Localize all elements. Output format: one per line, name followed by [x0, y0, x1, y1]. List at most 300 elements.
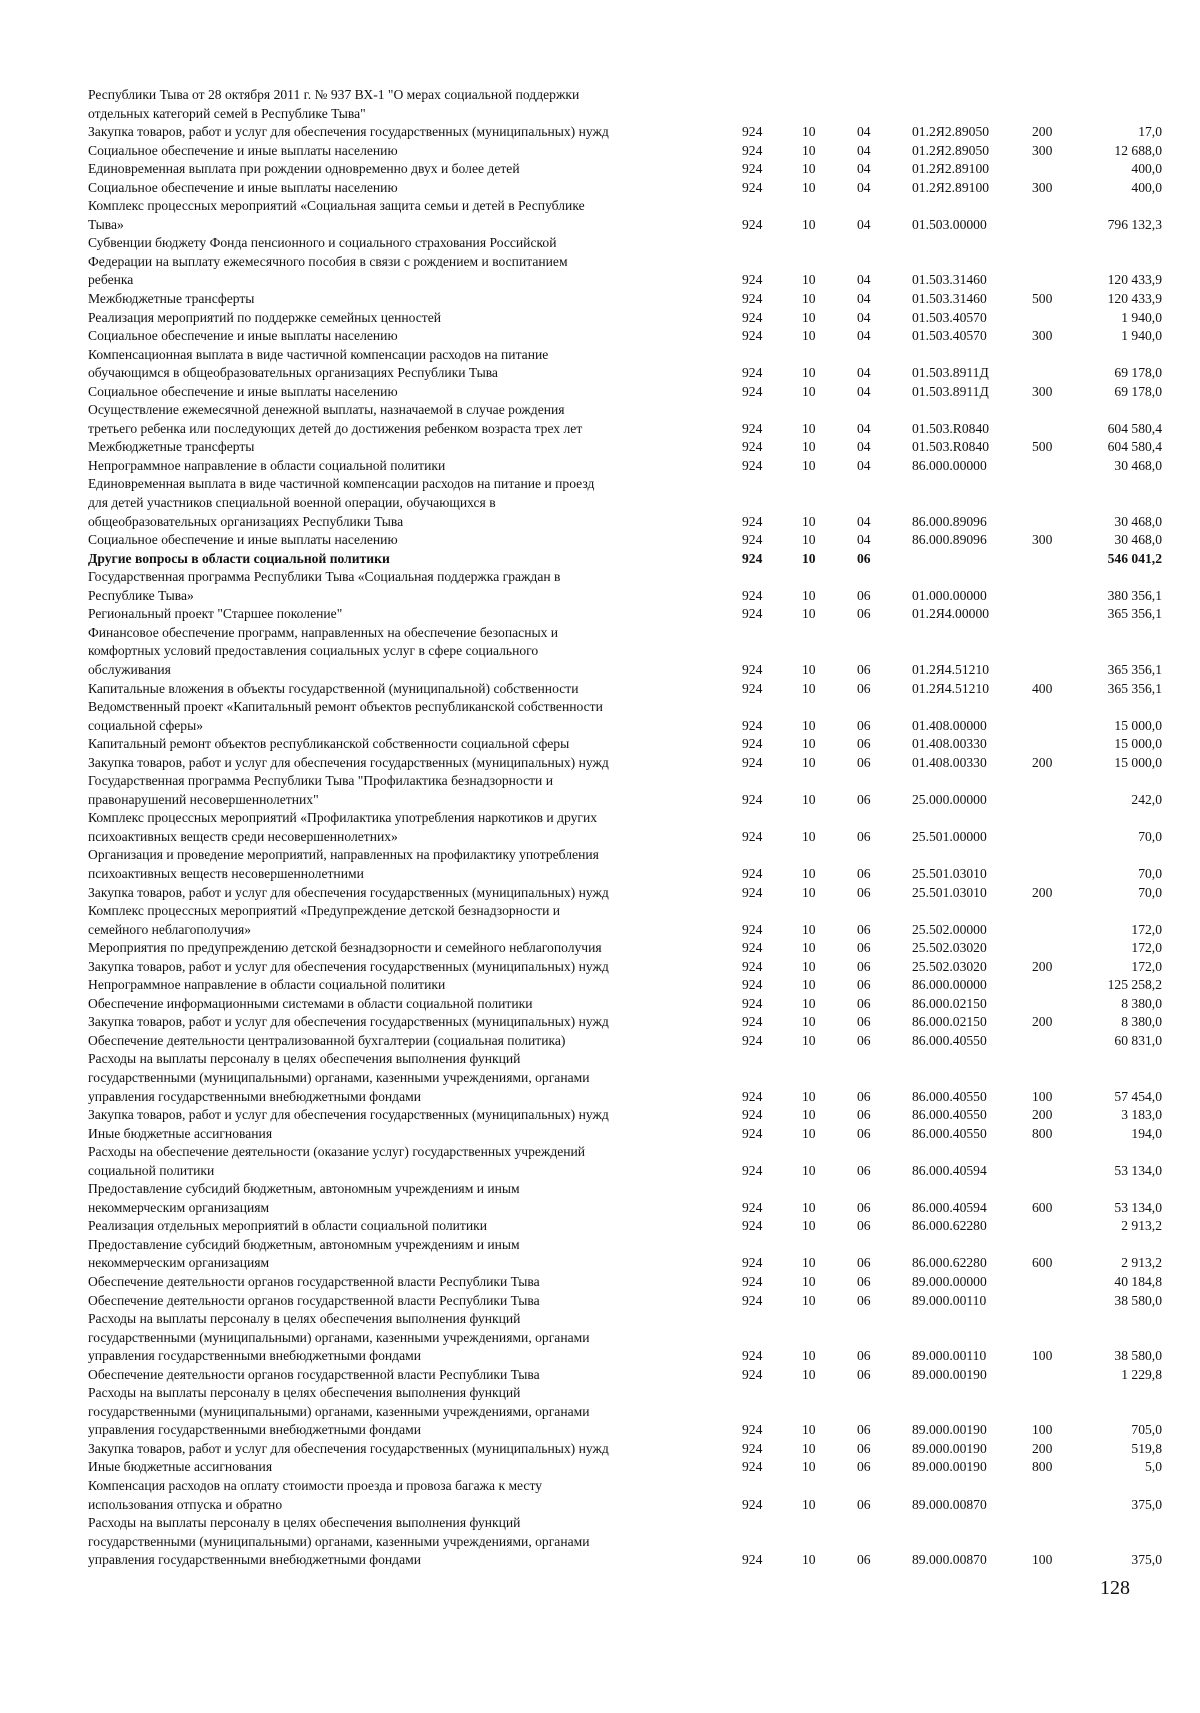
row-section-code: 10: [802, 958, 816, 974]
row-amount: 2 913,2: [1121, 1218, 1162, 1234]
row-target-article: 01.408.00330: [912, 754, 987, 770]
row-admin-code: 924: [742, 1218, 763, 1234]
row-section-code: 10: [802, 1348, 816, 1364]
table-row: [88, 1440, 1162, 1459]
row-expense-type: 200: [1032, 754, 1053, 770]
row-amount: 172,0: [1131, 921, 1162, 937]
row-amount: 125 258,2: [1107, 977, 1162, 993]
row-amount: 70,0: [1138, 828, 1162, 844]
row-amount: 15 000,0: [1114, 736, 1162, 752]
row-expense-type: [1032, 735, 1090, 754]
row-section-code: 10: [802, 291, 816, 307]
row-expense-type: 100: [1032, 1422, 1053, 1438]
row-expense-type: 500: [1032, 439, 1053, 455]
row-name: Закупка товаров, работ и услуг для обеспечения государственных (муниципальных) нужд: [88, 1107, 609, 1123]
row-name: Расходы на выплаты персоналу в целях обеспечения выполнения функций государственными (муниципальными) органами, казенными учреждениями, органами управления государственными внебюджетными фондами: [88, 1385, 590, 1438]
row-amount: [1090, 86, 1162, 123]
row-target-article: 01.503.40570: [912, 309, 987, 325]
row-expense-type: 800: [1032, 1459, 1053, 1475]
row-amount: 375,0: [1131, 1552, 1162, 1568]
row-section-code: 10: [802, 1422, 816, 1438]
row-amount: 1 229,8: [1121, 1366, 1162, 1382]
row-admin-code: 924: [742, 1162, 763, 1178]
row-subsection-code: 06: [857, 791, 871, 807]
row-section-code: 10: [802, 791, 816, 807]
row-expense-type: 800: [1032, 1125, 1053, 1141]
row-admin-code: 924: [742, 1552, 763, 1568]
row-section-code: 10: [802, 661, 816, 677]
row-expense-type: [1032, 1366, 1090, 1385]
row-admin-code: 924: [742, 995, 763, 1011]
row-name: Капитальные вложения в объекты государственной (муниципальной) собственности: [88, 680, 579, 696]
row-amount: 380 356,1: [1107, 587, 1162, 603]
row-target-article: 86.000.00000: [912, 977, 987, 993]
row-admin-code: 924: [742, 587, 763, 603]
row-amount: 546 041,2: [1107, 550, 1162, 566]
row-expense-type: [1032, 86, 1090, 123]
table-row: [88, 327, 1162, 346]
row-subsection-code: 06: [857, 1107, 871, 1123]
row-target-article: 01.503.31460: [912, 291, 987, 307]
row-name: Осуществление ежемесячной денежной выплаты, назначаемой в случае рождения третьего ребенка или последующих детей до достижения ребенком возраста трех лет: [88, 402, 583, 436]
row-subsection-code: 04: [857, 532, 871, 548]
row-target-article: 86.000.02150: [912, 1014, 987, 1030]
row-section-code: 10: [802, 216, 816, 232]
row-target-article: 86.000.89096: [912, 532, 987, 548]
row-admin-code: 924: [742, 958, 763, 974]
row-name: Иные бюджетные ассигнования: [88, 1459, 273, 1475]
row-admin-code: 924: [742, 365, 763, 381]
row-amount: 375,0: [1131, 1496, 1162, 1512]
row-target-article: 86.000.40550: [912, 1125, 987, 1141]
row-name: Закупка товаров, работ и услуг для обеспечения государственных (муниципальных) нужд: [88, 884, 609, 900]
row-name: Мероприятия по предупреждению детской безнадзорности и семейного неблагополучия: [88, 940, 602, 956]
row-section-code: 10: [802, 1032, 816, 1048]
row-name: Закупка товаров, работ и услуг для обеспечения государственных (муниципальных) нужд: [88, 124, 609, 140]
table-row: [88, 976, 1162, 995]
row-expense-type: 300: [1032, 179, 1053, 195]
row-amount: 15 000,0: [1114, 717, 1162, 733]
row-expense-type: 200: [1032, 124, 1053, 140]
row-amount: 30 468,0: [1114, 457, 1162, 473]
row-amount: 172,0: [1131, 958, 1162, 974]
row-target-article: 89.000.00110: [912, 1348, 987, 1364]
row-admin-code: 924: [742, 1496, 763, 1512]
table-row: [88, 86, 1162, 123]
row-expense-type: 300: [1032, 142, 1053, 158]
row-amount: 2 913,2: [1121, 1255, 1162, 1271]
row-subsection-code: 06: [857, 1422, 871, 1438]
row-expense-type: 200: [1032, 1014, 1053, 1030]
row-section-code: 10: [802, 680, 816, 696]
row-subsection-code: 06: [857, 1440, 871, 1456]
row-amount: 69 178,0: [1114, 383, 1162, 399]
row-admin-code: 924: [742, 457, 763, 473]
row-amount: 8 380,0: [1121, 1014, 1162, 1030]
row-section-code: 10: [802, 1459, 816, 1475]
row-name: Иные бюджетные ассигнования: [88, 1125, 273, 1141]
row-subsection-code: 06: [857, 884, 871, 900]
row-admin-code: 924: [742, 1422, 763, 1438]
row-section-code: 10: [802, 1218, 816, 1234]
row-amount: 365 356,1: [1107, 680, 1162, 696]
row-subsection-code: 04: [857, 272, 871, 288]
row-target-article: 01.408.00000: [912, 717, 987, 733]
row-section-code: 10: [802, 513, 816, 529]
row-name: Реализация мероприятий по поддержке семейных ценностей: [88, 309, 442, 325]
row-admin-code: 924: [742, 513, 763, 529]
row-amount: 60 831,0: [1114, 1032, 1162, 1048]
row-admin-code: 924: [742, 142, 763, 158]
table-row: [88, 698, 1162, 735]
row-subsection-code: 06: [857, 1366, 871, 1382]
row-expense-type: 300: [1032, 383, 1053, 399]
row-admin-code: 924: [742, 1199, 763, 1215]
row-expense-type: [1032, 624, 1090, 680]
row-name: Компенсация расходов на оплату стоимости проезда и провоза багажа к месту использования отпуска и обратно: [88, 1478, 543, 1512]
row-name: Закупка товаров, работ и услуг для обеспечения государственных (муниципальных) нужд: [88, 958, 609, 974]
table-row: [88, 846, 1162, 883]
row-target-article: 25.502.00000: [912, 921, 987, 937]
table-row: [88, 383, 1162, 402]
row-name: Закупка товаров, работ и услуг для обеспечения государственных (муниципальных) нужд: [88, 754, 609, 770]
table-row: [88, 1292, 1162, 1311]
row-expense-type: [1032, 976, 1090, 995]
row-target-article: 01.2Я2.89100: [912, 161, 990, 177]
row-admin-code: 924: [742, 272, 763, 288]
row-name: Расходы на выплаты персоналу в целях обеспечения выполнения функций государственными (муниципальными) органами, казенными учреждениями, органами управления государственными внебюджетными фондами: [88, 1051, 590, 1104]
row-name: Обеспечение деятельности органов государственной власти Республики Тыва: [88, 1274, 540, 1289]
row-expense-type: [1032, 401, 1090, 438]
row-subsection-code: 06: [857, 587, 871, 603]
row-section-code: 10: [802, 717, 816, 733]
table-row: [88, 179, 1162, 198]
row-section-code: 10: [802, 1496, 816, 1512]
row-section-code: 10: [802, 272, 816, 288]
row-amount: 796 132,3: [1107, 216, 1162, 232]
row-target-article: 25.501.03010: [912, 884, 987, 900]
row-amount: 70,0: [1138, 884, 1162, 900]
row-admin-code: 924: [742, 661, 763, 677]
table-row: [88, 605, 1162, 624]
row-name: Предоставление субсидий бюджетным, автономным учреждениям и иным некоммерческим организациям: [88, 1236, 520, 1271]
row-section-code: 10: [802, 1255, 816, 1271]
row-target-article: 01.503.8911Д: [912, 383, 989, 399]
row-target-article: 25.501.03010: [912, 865, 987, 881]
row-admin-code: 924: [742, 1255, 763, 1271]
row-subsection-code: 04: [857, 383, 871, 399]
row-target-article: 01.503.40570: [912, 328, 987, 344]
row-expense-type: 200: [1032, 1440, 1053, 1456]
row-admin-code: 924: [742, 1459, 763, 1475]
row-amount: 604 580,4: [1107, 420, 1162, 436]
row-subsection-code: 06: [857, 717, 871, 733]
row-admin-code: 924: [742, 865, 763, 881]
row-section-code: 10: [802, 532, 816, 548]
row-target-article: [912, 86, 1032, 123]
row-expense-type: 200: [1032, 958, 1053, 974]
row-section-code: 10: [802, 142, 816, 158]
row-expense-type: [1032, 1273, 1090, 1292]
row-subsection-code: 06: [857, 995, 871, 1011]
row-name: Ведомственный проект «Капитальный ремонт объектов республиканской собственности социальной сферы»: [88, 699, 603, 733]
budget-table-body: [88, 86, 1162, 1570]
row-subsection-code: 04: [857, 513, 871, 529]
row-subsection-code: 04: [857, 142, 871, 158]
row-admin-code: 924: [742, 606, 763, 622]
row-amount: 69 178,0: [1114, 365, 1162, 381]
table-row: [88, 735, 1162, 754]
row-expense-type: [1032, 1032, 1090, 1051]
row-target-article: 86.000.62280: [912, 1218, 987, 1234]
row-name: Республики Тыва от 28 октября 2011 г. № 937 ВХ-1 "О мерах социальной поддержки отдельных категорий семей в Республике Тыва": [88, 87, 580, 121]
row-admin-code: 924: [742, 680, 763, 696]
row-name: Финансовое обеспечение программ, направленных на обеспечение безопасных и комфортных условий предоставления социальных услуг в сфере социального обслуживания: [88, 624, 559, 677]
row-expense-type: [1032, 1477, 1090, 1514]
row-subsection-code: 04: [857, 124, 871, 140]
row-name: Закупка товаров, работ и услуг для обеспечения государственных (муниципальных) нужд: [88, 1014, 609, 1030]
row-admin-code: 924: [742, 1014, 763, 1030]
row-subsection-code: 06: [857, 550, 871, 566]
row-target-article: 86.000.40594: [912, 1162, 987, 1178]
row-admin-code: 924: [742, 420, 763, 436]
row-amount: 17,0: [1138, 124, 1162, 140]
row-amount: 57 454,0: [1114, 1088, 1162, 1104]
table-row: [88, 1032, 1162, 1051]
table-row: [88, 1050, 1162, 1106]
row-name: Социальное обеспечение и иные выплаты населению: [88, 328, 398, 344]
row-target-article: 89.000.00870: [912, 1552, 987, 1568]
row-subsection-code: 04: [857, 179, 871, 195]
row-amount: 120 433,9: [1107, 272, 1162, 288]
row-name: Комплекс процессных мероприятий «Предупреждение детской безнадзорности и семейного неблагополучия»: [88, 903, 561, 937]
row-expense-type: 500: [1032, 291, 1053, 307]
row-subsection-code: 04: [857, 309, 871, 325]
table-row: [88, 958, 1162, 977]
row-admin-code: 924: [742, 1032, 763, 1048]
row-admin-code: 924: [742, 439, 763, 455]
row-name: Непрограммное направление в области социальной политики: [88, 457, 446, 473]
row-section-code: 10: [802, 606, 816, 622]
row-name: Капитальный ремонт объектов республиканской собственности социальной сферы: [88, 736, 570, 752]
row-section-code: 10: [802, 921, 816, 937]
row-target-article: 01.2Я4.51210: [912, 680, 990, 696]
row-name: Обеспечение информационными системами в области социальной политики: [88, 995, 533, 1011]
row-target-article: 01.000.00000: [912, 587, 987, 603]
row-subsection-code: 06: [857, 958, 871, 974]
row-subsection-code: 06: [857, 1459, 871, 1475]
row-subsection-code: 06: [857, 921, 871, 937]
row-section-code: 10: [802, 940, 816, 956]
row-target-article: 01.2Я2.89100: [912, 179, 990, 195]
row-subsection-code: 06: [857, 1255, 871, 1271]
row-admin-code: 924: [742, 532, 763, 548]
row-section-code: 10: [802, 179, 816, 195]
row-target-article: 01.2Я2.89050: [912, 142, 990, 158]
row-admin-code: 924: [742, 791, 763, 807]
row-name: Обеспечение деятельности органов государственной власти Республики Тыва: [88, 1292, 540, 1308]
table-row: [88, 1217, 1162, 1236]
row-name: Расходы на выплаты персоналу в целях обеспечения выполнения функций государственными (муниципальными) органами, казенными учреждениями, органами управления государственными внебюджетными фондами: [88, 1515, 590, 1568]
row-section-code: 10: [802, 420, 816, 436]
row-expense-type: 200: [1032, 884, 1053, 900]
row-name: Закупка товаров, работ и услуг для обеспечения государственных (муниципальных) нужд: [88, 1440, 609, 1456]
row-subsection-code: 06: [857, 1292, 871, 1308]
row-subsection-code: 06: [857, 1162, 871, 1178]
row-amount: 5,0: [1145, 1459, 1162, 1475]
row-expense-type: [1032, 309, 1090, 328]
row-target-article: 01.503.31460: [912, 272, 987, 288]
row-subsection-code: 04: [857, 216, 871, 232]
row-amount: 365 356,1: [1107, 661, 1162, 677]
row-admin-code: 924: [742, 1366, 763, 1382]
table-row: [88, 995, 1162, 1014]
row-admin-code: 924: [742, 940, 763, 956]
row-target-article: 86.000.02150: [912, 995, 987, 1011]
row-expense-type: 600: [1032, 1199, 1053, 1215]
row-section-code: 10: [802, 309, 816, 325]
row-target-article: 86.000.40550: [912, 1088, 987, 1104]
table-row: [88, 1013, 1162, 1032]
row-section-code: 10: [802, 439, 816, 455]
row-admin-code: 924: [742, 754, 763, 770]
table-row: [88, 123, 1162, 142]
row-amount: 38 580,0: [1114, 1292, 1162, 1308]
row-section-code: 10: [802, 1107, 816, 1123]
row-expense-type: [1032, 846, 1090, 883]
table-row: [88, 1384, 1162, 1440]
table-row: [88, 1106, 1162, 1125]
row-admin-code: 924: [742, 1088, 763, 1104]
row-section-code: 10: [802, 550, 816, 566]
row-subsection-code: 06: [857, 1348, 871, 1364]
table-row: [88, 1273, 1162, 1292]
row-target-article: 01.503.R0840: [912, 439, 990, 455]
row-expense-type: [1032, 809, 1090, 846]
row-section-code: 10: [802, 161, 816, 177]
table-row: [88, 884, 1162, 903]
row-name: Расходы на выплаты персоналу в целях обеспечения выполнения функций государственными (муниципальными) органами, казенными учреждениями, органами управления государственными внебюджетными фондами: [88, 1311, 590, 1364]
row-name: Государственная программа Республики Тыва "Профилактика безнадзорности и правонарушений несовершеннолетних": [88, 773, 554, 807]
row-expense-type: [1032, 939, 1090, 958]
row-name: Расходы на обеспечение деятельности (оказание услуг) государственных учреждений социальной политики: [88, 1144, 586, 1178]
row-amount: 172,0: [1131, 940, 1162, 956]
row-subsection-code: 06: [857, 680, 871, 696]
row-amount: 400,0: [1131, 179, 1162, 195]
row-target-article: 86.000.40594: [912, 1199, 987, 1215]
table-row: [88, 1514, 1162, 1570]
row-expense-type: [1032, 1217, 1090, 1236]
table-row: [88, 939, 1162, 958]
row-expense-type: 100: [1032, 1088, 1053, 1104]
row-amount: 12 688,0: [1114, 142, 1162, 158]
table-row: [88, 902, 1162, 939]
row-subsection-code: 06: [857, 754, 871, 770]
row-expense-type: [1032, 902, 1090, 939]
row-amount: 15 000,0: [1114, 754, 1162, 770]
row-target-article: 89.000.00870: [912, 1496, 987, 1512]
row-section-code: 10: [802, 1125, 816, 1141]
row-target-article: 25.000.00000: [912, 791, 987, 807]
row-expense-type: [1032, 234, 1090, 290]
row-admin-code: 924: [742, 550, 763, 566]
row-target-article: 01.503.R0840: [912, 420, 990, 436]
row-section-code: 10: [802, 1199, 816, 1215]
row-amount: 53 134,0: [1114, 1162, 1162, 1178]
row-name: Компенсационная выплата в виде частичной компенсации расходов на питание обучающимся в общеобразовательных организациях Республики Тыва: [88, 346, 549, 381]
row-admin-code: 924: [742, 161, 763, 177]
row-amount: 194,0: [1131, 1125, 1162, 1141]
row-subsection-code: 04: [857, 420, 871, 436]
row-admin-code: 924: [742, 383, 763, 399]
row-admin-code: 924: [742, 1440, 763, 1456]
row-subsection-code: [857, 86, 912, 123]
row-subsection-code: 06: [857, 1125, 871, 1141]
table-row: [88, 624, 1162, 680]
row-subsection-code: 06: [857, 736, 871, 752]
row-amount: 365 356,1: [1107, 606, 1162, 622]
row-expense-type: [1032, 698, 1090, 735]
row-subsection-code: 06: [857, 1552, 871, 1568]
table-row: [88, 550, 1162, 569]
row-expense-type: [1032, 346, 1090, 383]
row-admin-code: 924: [742, 328, 763, 344]
table-row: [88, 438, 1162, 457]
row-section-code: 10: [802, 1292, 816, 1308]
table-row: [88, 401, 1162, 438]
row-target-article: 86.000.40550: [912, 1032, 987, 1048]
row-name: Субвенции бюджету Фонда пенсионного и социального страхования Российской Федерации на выплату ежемесячного пособия в связи с рождением и воспитанием ребенка: [88, 235, 568, 288]
row-expense-type: [1032, 605, 1090, 624]
table-row: [88, 197, 1162, 234]
table-row: [88, 809, 1162, 846]
row-expense-type: [1032, 1292, 1090, 1311]
row-target-article: 86.000.89096: [912, 513, 987, 529]
row-amount: 1 940,0: [1121, 328, 1162, 344]
row-amount: 1 940,0: [1121, 309, 1162, 325]
row-target-article: 25.501.00000: [912, 828, 987, 844]
row-name: Организация и проведение мероприятий, направленных на профилактику употребления психоактивных веществ несовершеннолетними: [88, 847, 599, 881]
row-admin-code: 924: [742, 828, 763, 844]
row-subsection-code: 06: [857, 977, 871, 993]
row-name: Комплекс процессных мероприятий «Профилактика употребления наркотиков и других психоактивных веществ среди несовершеннолетних»: [88, 810, 598, 844]
row-admin-code: 924: [742, 921, 763, 937]
table-row: [88, 309, 1162, 328]
row-subsection-code: 06: [857, 1032, 871, 1048]
row-admin-code: 924: [742, 216, 763, 232]
row-expense-type: [1032, 568, 1090, 605]
row-section-code: [802, 86, 857, 123]
row-target-article: 86.000.00000: [912, 457, 987, 473]
row-target-article: 89.000.00190: [912, 1459, 987, 1475]
row-amount: 70,0: [1138, 865, 1162, 881]
row-subsection-code: 06: [857, 1496, 871, 1512]
row-target-article: 89.000.00000: [912, 1274, 987, 1289]
table-row: [88, 346, 1162, 383]
row-admin-code: 924: [742, 884, 763, 900]
row-name: Комплекс процессных мероприятий «Социальная защита семьи и детей в Республике Тыва»: [88, 198, 585, 232]
row-subsection-code: 06: [857, 1218, 871, 1234]
row-section-code: 10: [802, 754, 816, 770]
row-name: Единовременная выплата при рождении одновременно двух и более детей: [88, 161, 520, 177]
table-row: [88, 1143, 1162, 1180]
row-admin-code: 924: [742, 124, 763, 140]
row-admin-code: 924: [742, 1274, 763, 1289]
table-row: [88, 531, 1162, 550]
row-amount: 3 183,0: [1121, 1107, 1162, 1123]
row-section-code: 10: [802, 1274, 816, 1289]
row-amount: 30 468,0: [1114, 532, 1162, 548]
